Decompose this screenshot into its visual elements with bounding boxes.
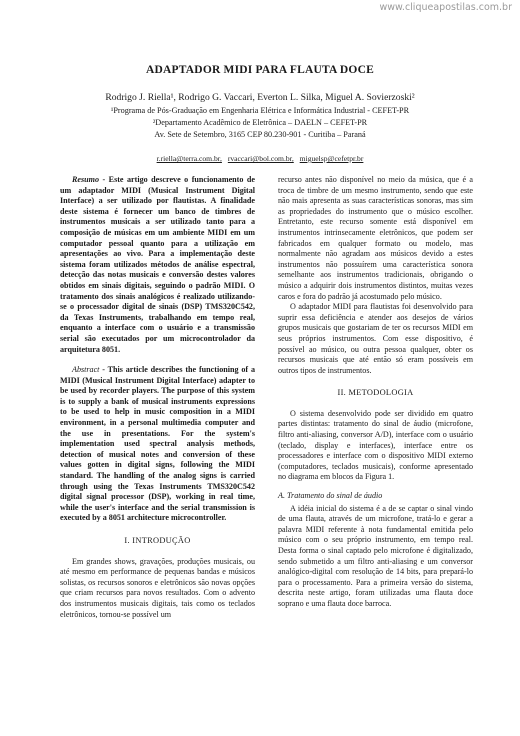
abstract-paragraph (60, 365, 255, 524)
audio-paragraph: A idéia inicial do sistema é a de se captar o sinal vindo de uma flauta, através de um microfone, tratá-lo e gerar a palavra MIDI referente à nota fundamental emitida pelo músico com o seu próprio instrumento, em tempo real. Desta forma o sinal captado pelo microfone é digitalizado, sendo submetido a um filtro anti-aliasing e um conversor analógico-digital com resolução de 14 bits, para prepará-lo para o processamento. Para a primeira versão do sistema, descrita neste artigo, foram utilizadas uma flauta doce soprano e uma flauta doce barroca. (278, 503, 473, 608)
right-column (278, 175, 473, 610)
resumo-paragraph (60, 175, 255, 355)
methodology-paragraph: O sistema desenvolvido pode ser dividido em quatro partes distintas: tratamento do sinal de áudio (microfone, filtro anti-aliasing, conversor A/D), interface com o usuário (teclado, display e interfaces), interface entre os processadores e interface com o dispositivo MIDI externo (computadores, teclados musicais), conforme apresentado no diagrama em blocos da Figura 1. (278, 408, 473, 482)
affiliation-2: ²Departamento Acadêmico de Eletrônica – DAELN – CEFET-PR (152, 118, 368, 127)
section-heading-methodology: II. METODOLOGIA (337, 388, 414, 398)
intro-paragraph-2: O adaptador MIDI para flautistas foi desenvolvido para suprir essa deficiência e atender aos desejos de vários grupos musicais que gostariam de ter os recursos MIDI em seus próprios instrumentos. Com esse dispositivo, é possível ao músico, ou outra pessoa qualquer, obter os recursos musicais que até então só eram possíveis em outros tipos de instrumentos. (278, 302, 473, 375)
resumo-lead: Resumo (72, 175, 99, 184)
left-column (60, 175, 255, 620)
affiliation-1: ¹Programa de Pós-Graduação em Engenharia Elétrica e Informática Industrial - CEFET-PR (110, 106, 410, 115)
paper-title: ADAPTADOR MIDI PARA FLAUTA DOCE (146, 64, 374, 76)
intro-paragraph: Em grandes shows, gravações, produções musicais, ou até mesmo em performance de pequenas bandas e músicos solistas, os recursos sonoros e eletrônicos são novas opções que criam recursos para novos resultados. Com o advento dos instrumentos musicais digitais, tais como os teclados eletrônicos, tornou-se possível um (60, 556, 255, 619)
site-watermark: www.cliqueapostilas.com.br (379, 2, 512, 13)
intro-continued-paragraph: recurso antes não disponível no meio da música, que é a troca de timbre de um mesmo instrumento, sendo que este não mais apresenta as suas características sonoras, mas sim as propriedades do instrumento que o músico escolher. Entretanto, este recurso somente está disponível em instrumentos intrinsecamente eletrônicos, que podem ser fabricados em qualquer formato ou modelo, mas normalmente não agradam aos músicos devido a estes instrumentos não possuírem uma característica sonora semelhante aos instrumentos tradicionais, obrigando o músico a adquirir dois instrumentos distintos, muitas vezes caros e fora do padrão já acostumado pelo músico. (278, 175, 473, 301)
abstract-text: - This article describes the functioning of a MIDI (Musical Instrument Digital Interface) adapter to be used by recorder players. The purpose of this system is to supply a bank of musical instruments expressions to be used to help in music composition in a MIDI environment, in a personal multimedia computer and the use in presentations. For the system's implementation used spectral analysis methods, detection of musical notes and conversion of these values gotten in digital signs, following the MIDI standard. The handling of the analog signs is carried through using the Texas Instruments TMS320C542 digital signal processor (DSP), working in real time, while the user's interface and the serial transmission is executed by a 8051 architecture microcontroller. (60, 365, 255, 523)
email-list (0, 154, 520, 163)
email-link[interactable]: rvaccari@bol.com.br, (227, 154, 294, 163)
affiliation-address: Av. Sete de Setembro, 3165 CEP 80.230-901 - Curitiba – Paraná (154, 130, 366, 139)
resumo-text: - Este artigo descreve o funcionamento de um adaptador MIDI (Musical Instrument Digital Interface) a ser utilizado por flautistas. A finalidade deste sistema é fornecer um banco de timbres de instrumentos musicais a ser utilizado tanto para a composição de músicas em um ambiente MIDI em um computador pessoal quanto para a utilização em apresentações ao vivo. Para a implementação deste sistema foram utilizados métodos de análise espectral, detecção das notas musicais e conversão destes valores obtidos em sinais digitais, seguindo o padrão MIDI. O tratamento dos sinais analógicos é realizado utilizando-se o processador digital de sinais (DSP) TMS320C542, da Texas Instruments, trabalhando em tempo real, enquanto a interface com o usuário e a transmissão serial são executados por um microcontrolador da arquitetura 8051. (60, 175, 255, 354)
email-link[interactable]: r.riella@terra.com.br, (156, 154, 222, 163)
section-heading-introduction: I. INTRODUÇÃO (124, 536, 191, 545)
abstract-lead: Abstract (72, 365, 100, 375)
subsection-heading-audio: A. Tratamento do sinal de áudio (278, 491, 383, 501)
email-link[interactable]: miguelsp@cefetpr.br (299, 154, 364, 163)
author-list: Rodrigo J. Riella¹, Rodrigo G. Vaccari, Everton L. Silka, Miguel A. Sovierzoski² (105, 92, 415, 103)
